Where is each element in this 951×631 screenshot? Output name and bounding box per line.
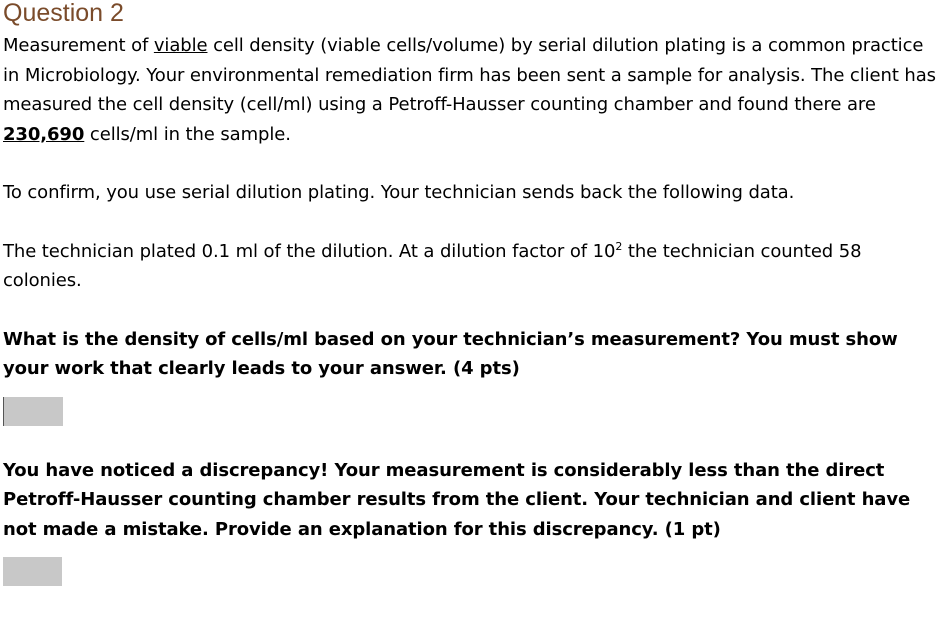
question-heading: Question 2 — [3, 0, 124, 27]
technician-text-1: The technician plated 0.1 ml of the dilution. At a dilution factor of 10 — [3, 240, 616, 262]
confirm-paragraph: To confirm, you use serial dilution plating. Your technician sends back the following data. — [3, 182, 795, 203]
spacer — [3, 208, 943, 237]
viable-word: viable — [153, 35, 208, 56]
spacer — [3, 149, 943, 178]
answer-field-discrepancy[interactable] — [3, 557, 62, 586]
discrepancy-question: You have noticed a discrepancy! Your measurement is considerably less than the direct Petroff-Hausser counting chamber results from the client. Your technician and client have not made a mistake. Provide an explanation for this discrepancy. (1 pt) — [3, 459, 911, 540]
dilution-exponent: 2 — [615, 239, 623, 253]
question-page — [3, 0, 943, 586]
intro-text-2: cell density (viable cells/volume) by serial dilution plating is a common practice in Microbiology. Your environmental remediation firm has been sent a sample for analysis. The client has measured the cell density (cell/ml) using a Petroff-Hausser counting chamber and found there are — [3, 35, 936, 115]
intro-text-3: cells/ml in the sample. — [84, 123, 291, 145]
density-question: What is the density of cells/ml based on your technician’s measurement? You must show your work that clearly leads to your answer. (4 pts) — [3, 328, 898, 379]
intro-paragraph — [3, 31, 943, 149]
client-cell-count: 230,690 — [3, 123, 85, 145]
technician-paragraph — [3, 237, 943, 296]
intro-text-1: Measurement of — [3, 35, 154, 56]
spacer — [3, 296, 943, 325]
technician-text-2: the technician counted 58 colonies. — [3, 240, 862, 291]
answer-field-density[interactable] — [3, 397, 63, 426]
spacer — [3, 426, 943, 456]
